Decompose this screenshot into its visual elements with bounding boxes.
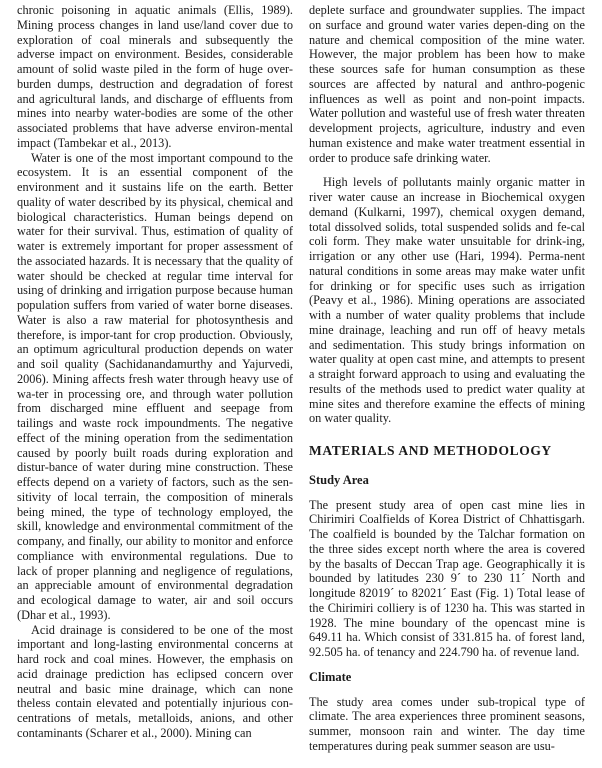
right-column <box>309 3 585 754</box>
paragraph-gap <box>309 660 585 670</box>
climate-paragraph: The study area comes under sub-tropical type of climate. The area experiences three prominent seasons, summer, monsoon rain and winter. The day time temperatures during peak summer season are usu- <box>309 694 585 753</box>
right-paragraph-2: High levels of pollutants mainly organic matter in river water cause an increase in Biochemical oxygen demand (Kulkarni, 1997), chemical oxygen demand, total dissolved solids, total suspended solids and fe-cal coli form. They make water unsuitable for drink-ing, irrigation or any other use (Hari, 1994). Perma-nent natural conditions in some areas may make water unfit for drinking or for specific uses such as irrigation (Peavy et al., 1986). Mining operations are associated with a number of water quality problems that include mine drainage, leaching and run off of heavy metals and sedimentation. This study brings information on water quality at open cast mine, and attempts to present a straight forward approach to using and evaluating the results of the methods used to predict water quality at mine sites and therefore examine the effects of mining on water quality. <box>309 175 585 426</box>
left-paragraph-2: Water is one of the most important compound to the ecosystem. It is an essential component of the environment and it sustains life on the earth. Better quality of water described by its physical, chemical and biological characteristics. Human beings depend on water for their survival. Thus, estimation of quality of water is extremely important for proper assessment of the associated hazards. It is necessary that the quality of water should be checked at regular time interval for using of drinking and irrigation purpose because human population suffers from varied of water borne diseases. Water is also a raw material for photosynthesis and therefore, is impor-tant for crop production. Obviously, an optimum agricultural production depends on water and soil quality (Sachidanandamurthy and Yajurvedi, 2006). Mining affects fresh water through heavy use of wa-ter in processing ore, and through water pollution from discharged mine effluent and seepage from tailings and waste rock impoundments. The negative effect of the mining operation from the sedimentation caused by poorly built roads during exploration and distur-bance of water during mine construction. These effects depend on a variety of factors, such as the sen-sitivity of local terrain, the composition of minerals being mined, the type of technology employed, the skill, knowledge and environmental commitment of the company, and finally, our ability to monitor and enforce compliance with environmental regulations. Due to lack of proper planning and negligence of regulations, an appreciable amount of environmental degradation and ecological damage to water, air and soil occurs (Dhar et al., 1993). <box>17 150 293 622</box>
left-column <box>17 3 293 741</box>
climate-heading: Climate <box>309 669 352 684</box>
study-area-heading: Study Area <box>309 472 369 487</box>
paragraph-gap <box>309 165 585 175</box>
left-paragraph-3: Acid drainage is considered to be one of the most important and long-lasting environmental concerns at hard rock and coal mines. However, the emphasis on acid drainage prediction has eclipsed concern over neutral and basic mine drainage, which can none theless contain elevated and potentially injurious con-centrations of metals, metalloids, anions, and other contaminants (Scharer et al., 2000). Mining can <box>17 622 293 740</box>
section-heading: MATERIALS AND METHODOLOGY <box>309 443 552 458</box>
study-area-paragraph: The present study area of open cast mine lies in Chirimiri Coalfields of Korea District of Chhattisgarh. The coalfield is bounded by the Talchar formation on the three sides except north where the area is covered by the basalts of Deccan Trap age. Geographically it is bounded by latitudes 230 9´ to 230 11´ North and longitude 82019´ to 82021´ East (Fig. 1) Total lease of the Chirimiri colliery is of 1230 ha. This was started in 1928. The mine boundary of the opencast mine is 649.11 ha. Which consist of 331.815 ha. of forest land, 92.505 ha. of tenancy and 224.790 ha. of revenue land. <box>309 497 585 659</box>
left-paragraph-1: chronic poisoning in aquatic animals (Ellis, 1989). Mining process changes in land use/land cover due to exploration of coal minerals and subsequently the adverse impact on environment. Besides, considerable amount of solid waste piled in the form of huge over-burden dumps, destruction and degradation of forest and agricultural lands, and discharge of effluents from mines into nearby water-bodies are some of the other associated problems that have adverse environ-mental impact (Tambekar et al., 2013). <box>17 3 293 150</box>
right-paragraph-1: deplete surface and groundwater supplies. The impact on surface and ground water varies depen-ding on the nature and chemical composition of the mine water. However, the major problem has been how to make these sources safe for human consumption as these sources are affected by natural and anthro-pogenic influences as well as point and non-point impacts. Water pollution and wasteful use of fresh water threaten development projects, agriculture, industry and even human existence and make water treatment essential in order to produce safe drinking water. <box>309 3 585 165</box>
